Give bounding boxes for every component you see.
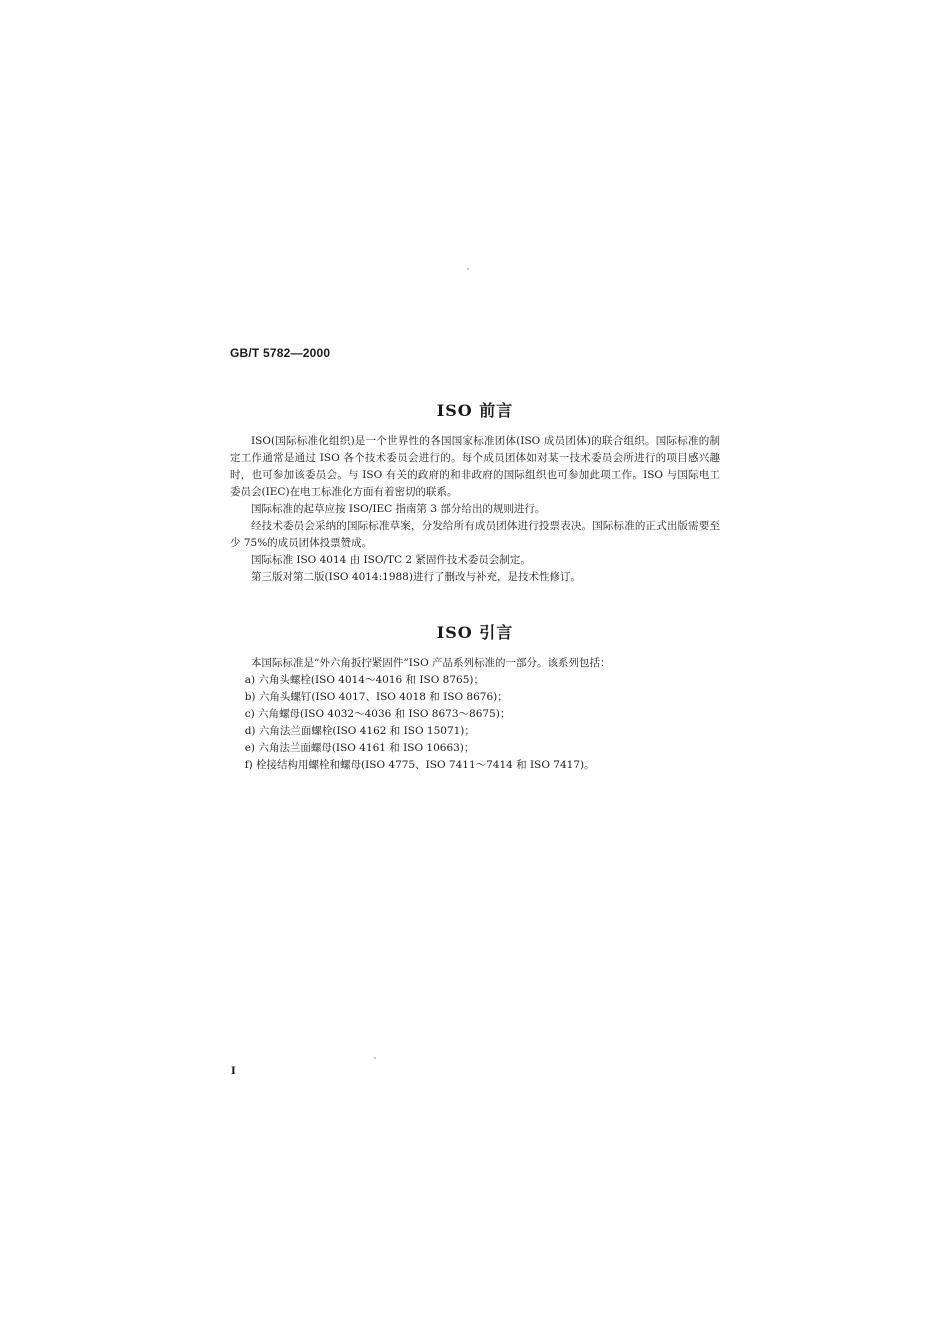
page-number: I [231, 1066, 236, 1077]
standard-number: GB/T 5782—2000 [230, 346, 331, 360]
list-item: f) 栓接结构用螺栓和螺母(ISO 4775、ISO 7411～7414 和 ISO 7417)。 [244, 759, 595, 771]
introduction-title: ISO 引言 [436, 623, 514, 642]
list-item: a) 六角头螺栓(ISO 4014～4016 和 ISO 8765)； [244, 674, 484, 686]
series-list [230, 672, 720, 774]
introduction-lead: 本国际标准是“外六角扳拧紧固件”ISO 产品系列标准的一部分。该系列包括： [251, 657, 611, 669]
foreword-body [230, 433, 720, 586]
scan-speck [374, 1057, 376, 1059]
foreword-paragraph: 国际标准 ISO 4014 由 ISO/TC 2 紧固件技术委员会制定。 [251, 554, 531, 566]
scan-speck [467, 268, 469, 270]
foreword-paragraph: 国际标准的起草应按 ISO/IEC 指南第 3 部分给出的规则进行。 [251, 503, 546, 515]
foreword-paragraph: ISO(国际标准化组织)是一个世界性的各国国家标准团体(ISO 成员团体)的联合组织。国际标准的制定工作通常是通过 ISO 各个技术委员会进行的。每个成员团体如对某一技术委员会所进行的项目感兴趣时，也可参加该委员会。与 ISO 有关的政府的和非政府的国际组织也可参加此项工作。ISO 与国际电工委员会(IEC)在电工标准化方面有着密切的联系。 [230, 435, 720, 498]
list-item: d) 六角法兰面螺栓(ISO 4162 和 ISO 15071)； [244, 725, 475, 737]
foreword-title: ISO 前言 [436, 401, 514, 420]
list-item: b) 六角头螺钉(ISO 4017、ISO 4018 和 ISO 8676)； [244, 691, 508, 703]
foreword-paragraph: 经技术委员会采纳的国际标准草案，分发给所有成员团体进行投票表决。国际标准的正式出版需要至少 75%的成员团体投票赞成。 [230, 520, 720, 549]
foreword-paragraph: 第三版对第二版(ISO 4014:1988)进行了删改与补充，是技术性修订。 [251, 571, 581, 583]
list-item: c) 六角螺母(ISO 4032～4036 和 ISO 8673～8675)； [244, 708, 511, 720]
list-item: e) 六角法兰面螺母(ISO 4161 和 ISO 10663)； [244, 742, 475, 754]
introduction-body [230, 655, 720, 774]
